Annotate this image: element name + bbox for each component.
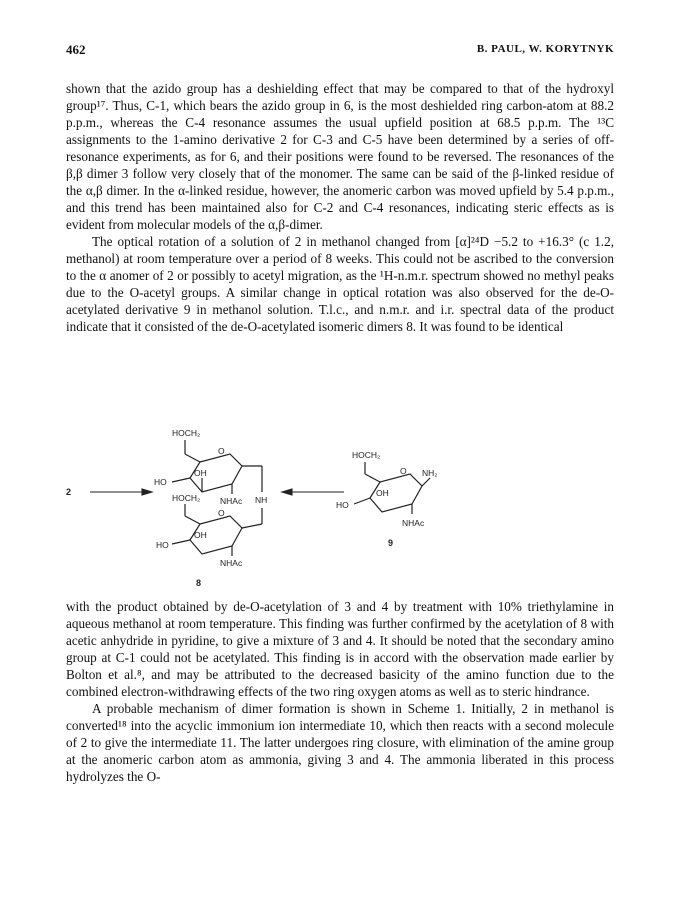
chemical-scheme-figure	[60, 412, 620, 592]
running-head-authors: B. PAUL, W. KORYTNYK	[476, 43, 614, 55]
compound-label-8: 8	[196, 578, 202, 588]
bond	[365, 474, 380, 482]
reaction-scheme-svg	[60, 412, 620, 592]
paragraph-1: shown that the azido group has a deshielding effect that may be compared to that of the hydroxyl group¹⁷. Thus, C-1, which bears the azido group in 6, is the most deshielded ring carbon-atom at 88.2 p.p.m., whereas the C-4 resonance assumes the usual upfield position at 68.5 p.p.m. The ¹³C assignments to the 1-amino derivative 2 for C-3 and C-5 have been determined by a series of off-resonance experiments, as for 6, and their positions were found to be reversed. The resonances of the β,β dimer 3 follow very closely that of the monomer. The same can be said of the β-linked residue of the α,β dimer. In the α-linked residue, however, the anomeric carbon was moved upfield by 5.4 p.p.m., and this trend has been maintained also for C-2 and C-4 resonances, indicating steric effects as is evident from molecular models of the α,β-dimer.	[66, 81, 614, 232]
bond	[172, 478, 190, 482]
body-text-top	[66, 80, 614, 335]
bridge-nh-label: NH	[255, 495, 268, 505]
bottom-ch2oh-label: HOCH₂	[172, 493, 201, 503]
top-nhac-label: NHAc	[220, 496, 243, 506]
monomer-nhac-label: NHAc	[402, 518, 425, 528]
paragraph-4: A probable mechanism of dimer formation is shown in Scheme 1. Initially, 2 in methanol is converted¹⁸ into the acyclic immonium ion intermediate 10, which then reacts with a second molecule of 2 to give the intermediate 11. The latter undergoes ring closure, with elimination of the amine group at the anomeric carbon atom as ammonia, giving 3 and 4. The ammonia liberated in this process hydrolyzes the O-	[66, 701, 614, 784]
monomer-nh2-label: NH₂	[422, 468, 438, 478]
monomer-ho-label: HO	[336, 500, 349, 510]
running-header	[66, 42, 614, 60]
top-ho-label: HO	[154, 477, 167, 487]
top-ch2oh-label: HOCH₂	[172, 428, 201, 438]
bond	[354, 498, 370, 504]
bond	[422, 478, 430, 486]
top-oh-label: OH	[194, 468, 207, 478]
bottom-ho-label: HO	[156, 540, 169, 550]
monomer-ch2oh-label: HOCH₂	[352, 450, 381, 460]
bond	[185, 454, 200, 462]
bottom-nhac-label: NHAc	[220, 558, 243, 568]
bottom-oh-label: OH	[194, 530, 207, 540]
arrowhead	[282, 489, 292, 495]
bond	[172, 540, 190, 544]
bond	[185, 516, 200, 524]
top-ring-o-label: O	[218, 446, 225, 456]
bottom-ring-o-label: O	[218, 508, 225, 518]
compound-label-9: 9	[388, 538, 394, 548]
monomer-oh-label: OH	[376, 488, 389, 498]
bond	[242, 524, 262, 528]
body-text-bottom	[66, 598, 614, 785]
paragraph-2: The optical rotation of a solution of 2 in methanol changed from [α]²⁴D −5.2 to +16.3° (c 1.2, methanol) at room temperature over a period of 8 weeks. This could not be ascribed to the conversion to the α anomer of 2 or possibly to acetyl migration, as the ¹H-n.m.r. spectrum showed no methyl peaks due to the O-acetyl groups. A similar change in optical rotation was also observed for the de-O-acetylated derivative 9 in methanol solution. T.l.c., and n.m.r. and i.r. spectral data of the product indicate that it consisted of the de-O-acetylated isomeric dimers 8. It was found to be identical	[66, 234, 614, 334]
arrowhead	[142, 489, 152, 495]
compound-label-2: 2	[66, 487, 72, 497]
page-number: 462	[66, 42, 86, 57]
paragraph-3: with the product obtained by de-O-acetylation of 3 and 4 by treatment with 10% triethylamine in aqueous methanol at room temperature. This finding was further confirmed by the acetylation of 8 with acetic anhydride in pyridine, to give a mixture of 3 and 4. It should be noted that the secondary amino group at C-1 could not be acetylated. This finding is in accord with the observation made earlier by Bolton et al.⁸, and may be attributed to the decreased basicity of the amino function due to the combined electron-withdrawing effects of the two ring oxygen atoms as well as to steric hindrance.	[66, 599, 614, 699]
monomer-ring-o-label: O	[400, 466, 407, 476]
